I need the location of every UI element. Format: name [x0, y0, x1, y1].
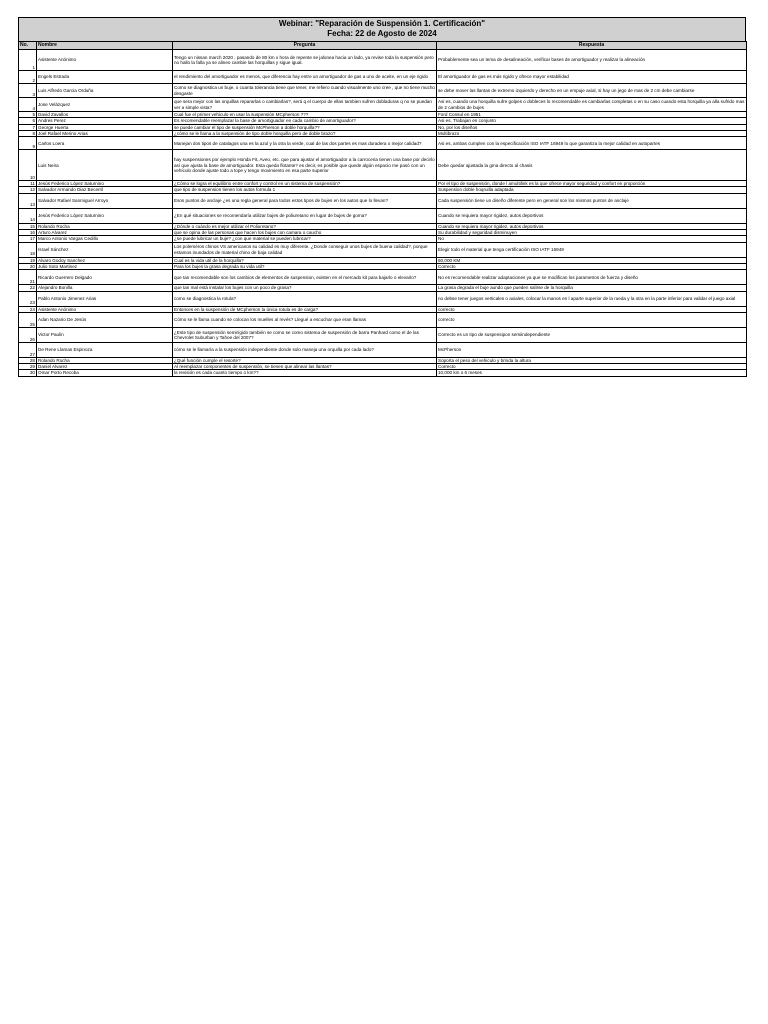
row-name: Jesús Federico López Saturnino	[37, 181, 173, 187]
row-answer: Ford Consul en 1951	[437, 112, 747, 118]
row-answer: Correcto	[437, 263, 747, 269]
row-question: ¿Este tipo de suspensión semirígido también se como se como sistema de suspensión de barra Panhard como el de las Chevrolet Suburban y Tahoe del 2007?	[173, 327, 437, 342]
row-number: 15	[19, 223, 37, 229]
row-answer: Por el tipo de suspensión, donde l amultilink es la que ofrece mayor seguridad y confort en proporción	[437, 181, 747, 187]
row-answer: correcto	[437, 312, 747, 327]
row-answer: Asi es, ambas cumplen con la especificación ISO IATF 16949 lo que garantiza la mejor calidad en autopartes	[437, 137, 747, 150]
row-number: 21	[19, 270, 37, 285]
row-name: Jesús Federico López Saturnino	[37, 208, 173, 223]
table-row	[19, 370, 747, 376]
webinar-date: Fecha: 22 de Agosto de 2024	[327, 29, 437, 38]
row-question: Manejan dos tipos de catalagos una es la azul y la otra la verde, cual de las dos partes es mas duradera o mejor calidad?	[173, 137, 437, 150]
row-name: Rolando Rocha	[37, 223, 173, 229]
row-number: 10	[19, 150, 37, 181]
row-number: 29	[19, 364, 37, 370]
row-answer: no debse tener juegos verticales o axiales, colocar la manos en l aparte superior de la rueda y la otra en la parte inferior para validar el juego axial	[437, 291, 747, 306]
row-question: Entonces en la suspensión de MCpherson la única rotula es de carga?	[173, 306, 437, 312]
row-name: Julio Soto Martinez	[37, 263, 173, 269]
table-row	[19, 84, 747, 98]
row-name: Rolando Rocha	[37, 357, 173, 363]
col-header-name: Nombre	[37, 42, 173, 50]
row-number: 23	[19, 291, 37, 306]
row-number: 19	[19, 257, 37, 263]
row-question: ¿se puede lubricar un buje? ¿con que material se pueden lubricar?	[173, 236, 437, 242]
row-question: que se opina de las personas que hacen los bujes con camara o caucho	[173, 230, 437, 236]
col-header-no: No.	[19, 42, 37, 50]
row-answer: Cuando se requiera mayor rigidez, autos deportivos	[437, 223, 747, 229]
webinar-title: Webinar: "Reparación de Suspensión 1. Certificación"	[278, 19, 486, 28]
row-answer: Debe quedar ajustada la gma directo al chasis	[437, 150, 747, 181]
row-number: 20	[19, 263, 37, 269]
row-number: 26	[19, 327, 37, 342]
qa-table	[18, 41, 747, 377]
row-question: Cómo se le llama cuando se colocan los muelles al revés? Llegué a escuchar que eran llamas	[173, 312, 437, 327]
table-row	[19, 50, 747, 71]
row-answer: 60,000 KM	[437, 257, 747, 263]
table-row	[19, 327, 747, 342]
row-answer: Cuando se requiera mayor rigidez, autos deportivos	[437, 208, 747, 223]
row-answer: Su durabilidad y seguridad disminuyen	[437, 230, 747, 236]
row-question: Cual fue el primer vehiculo en usar la suspensión MCpherson ???	[173, 112, 437, 118]
row-number: 18	[19, 242, 37, 257]
table-row	[19, 137, 747, 150]
row-question: se puede cambiar el tipo de suspensión McPherson a doble horquilla??	[173, 124, 437, 130]
row-number: 2	[19, 71, 37, 84]
table-row	[19, 193, 747, 208]
row-answer: No	[437, 236, 747, 242]
row-answer: McPherson	[437, 342, 747, 357]
row-name: Alvaro Godoy Sanchez	[37, 257, 173, 263]
row-question: ¿Cómo se logra el equilibrio entre confort y control en un sistema de suspensión?	[173, 181, 437, 187]
row-number: 27	[19, 342, 37, 357]
row-number: 5	[19, 112, 37, 118]
row-name: Engels Estrada	[37, 71, 173, 84]
row-answer: No es recomendable realizar adaptaciones ya que se modifican los parametros de fuerza y diseño	[437, 270, 747, 285]
row-name: Adan Nazario De Jesús	[37, 312, 173, 327]
row-answer: Soporta el peso del vehiculo y brinda la altura	[437, 357, 747, 363]
row-name: Asistente Anónimo	[37, 306, 173, 312]
row-name: Ricardo Guerrero Delgado	[37, 270, 173, 285]
row-name: Asistente Anónimo	[37, 50, 173, 71]
row-name: Victor Paulin	[37, 327, 173, 342]
row-name: Carlos Loera	[37, 137, 173, 150]
table-row	[19, 98, 747, 112]
row-question: Es recomendable reemplazar la base de amortiguador en cada cambio de amortiguador?	[173, 118, 437, 124]
row-answer: Probablemente sea un tema de desalineación, verificar bases de amortiguador y realizar la alineación	[437, 50, 747, 71]
row-name: George Huerta	[37, 124, 173, 130]
row-question: cómo se le llamaría a la suspensión independiente donde solo maneja una orquilla por cada lado?	[173, 342, 437, 357]
row-question: ¿En qué situaciones se recomendaría utilizar bujes de poliuretano en lugar de bujes de goma?	[173, 208, 437, 223]
row-number: 17	[19, 236, 37, 242]
row-question: que sera mejor con las orquillas repararlas o cambiarlas?, será q el cuerpo de ellas tambien sufren dobladuras q no se puedan ver a simple vista?	[173, 98, 437, 112]
row-answer: No, por los diseños	[437, 124, 747, 130]
row-number: 8	[19, 130, 37, 136]
row-name: Luis Neira	[37, 150, 173, 181]
row-answer: Correcto	[437, 364, 747, 370]
row-answer: Suspension doble hoqruilla adaptada	[437, 187, 747, 193]
table-row	[19, 242, 747, 257]
row-question: que tipo de suspension tienen los autos formula 1	[173, 187, 437, 193]
row-name: Alejandro Bonilla	[37, 285, 173, 291]
table-body	[19, 50, 747, 377]
row-answer: La grasa degrada el buje aundo que pueden salirse de la horquilla	[437, 285, 747, 291]
row-answer: Asi es. Trabajan en conjunto	[437, 118, 747, 124]
header-row	[19, 42, 747, 50]
row-question: Tengo un nissan march 2020 , pasando de 80 km x hora de repente se jalonea hacia un lado, ya revise toda la suspensión pero no hallo la falla ya se alineo cambie las horquillas y sigue igual.	[173, 50, 437, 71]
row-question: que tan recomendable son los cambios de elementos de suspension, existen en el mercado kit para bajarlo o elevarlo?	[173, 270, 437, 285]
table-row	[19, 71, 747, 84]
row-number: 12	[19, 187, 37, 193]
row-question: ¿Qué función cumple el resorte?	[173, 357, 437, 363]
row-question: como se diagnostica la rotula?	[173, 291, 437, 306]
row-name: Luis Alfredo Garcia Orduña	[37, 84, 173, 98]
row-question: Los poleméros chinos VS americanos su calidad es muy diferente. ¿Donde conseguir unos bujes de buena calidad?, porque estamos inundados de material chino de baja calidad	[173, 242, 437, 257]
row-name: Salvador Armando Diaz Becerril	[37, 187, 173, 193]
row-question: Al reemplazar componentes de suspensión, se tienen que alinear las llantas?	[173, 364, 437, 370]
row-number: 6	[19, 118, 37, 124]
row-name: Andres Perez	[37, 118, 173, 124]
row-answer: 10,000 km o 6 meses	[437, 370, 747, 376]
table-row	[19, 270, 747, 285]
table-row	[19, 291, 747, 306]
row-number: 16	[19, 230, 37, 236]
table-row	[19, 312, 747, 327]
row-name: Joel Rafael Merino Arias	[37, 130, 173, 136]
row-name: De Rene Llamas Espinoza	[37, 342, 173, 357]
row-question: Para los bujes la grasa degrada su vida util?	[173, 263, 437, 269]
row-number: 14	[19, 208, 37, 223]
spreadsheet	[18, 17, 746, 377]
table-row	[19, 208, 747, 223]
row-question: Cual es la vida util de la horquilla?	[173, 257, 437, 263]
row-name: David Zavallos	[37, 112, 173, 118]
row-question: ¿Dónde o cuándo es mejor utilizar el Poliuretano?	[173, 223, 437, 229]
row-number: 24	[19, 306, 37, 312]
row-name: Omar Porto Recoba	[37, 370, 173, 376]
row-answer: El amortiguador de gas es más rigido y ofrece mayor estabilidad	[437, 71, 747, 84]
row-answer: correcto	[437, 306, 747, 312]
row-answer: Cada suspensión tiene un diseño diferente pero en general son los mismos puntos de anclaje	[437, 193, 747, 208]
row-number: 25	[19, 312, 37, 327]
row-answer: Asi es, cuando una horquilla sufre golpes o dobleces lo recomendable es cambiarlas completas o en su caso cuando esta horquilla ya alla sufrido mas de 2 cambios de bujes	[437, 98, 747, 112]
row-answer: Correcto es un tipo de suspensipon semiindependiente	[437, 327, 747, 342]
row-question: Esos puntos de anclaje ¿es una regla general para todos estos tipos de bujes en los autos que lo llevan?	[173, 193, 437, 208]
col-header-answer: Respuesta	[437, 42, 747, 50]
col-header-question: Pregunta	[173, 42, 437, 50]
row-name: Salvador Rafael Sanmiguel Arroyo	[37, 193, 173, 208]
row-question: el rendimiento del amortiguador es menos, que diferencia hay entre un amortiguador de gas a uno de aceite, en un eje rigido	[173, 71, 437, 84]
row-number: 7	[19, 124, 37, 130]
row-name: Jose Velázquez	[37, 98, 173, 112]
row-number: 13	[19, 193, 37, 208]
row-name: Pablo Antonio Jimenez Arias	[37, 291, 173, 306]
row-number: 30	[19, 370, 37, 376]
row-number: 3	[19, 84, 37, 98]
row-question: hay suspensiones por ejemplo Honda Fit, Aveo, etc. que para ajustar el amortiguador a la carroceria tienen una base por decirlo así que ajusta la base de amortiguador. Esta queda flotante? es decir, es posible que quede algún espacio me pasó con un vehículo donde ajuste todo a tope y tengo movimiento en esa parte superior	[173, 150, 437, 181]
row-name: Daniel Alvarez	[37, 364, 173, 370]
row-answer: se debe mover las llantas de extremo izquierdo y derecho en un empuje axial, si hay un jego de mas de 2 cm debe cambiarse	[437, 84, 747, 98]
row-answer: Elegir todo el material que tenga certificación ISO IATF 16949	[437, 242, 747, 257]
row-question: ¿cómo se le llama a la suspensión de tipo doble horquilla pero de doble brazo?	[173, 130, 437, 136]
row-number: 28	[19, 357, 37, 363]
row-answer: Multibrazo	[437, 130, 747, 136]
row-question: la revisión es cada cuanto tiempo o km??	[173, 370, 437, 376]
table-row	[19, 342, 747, 357]
row-name: Arturo Alvarez	[37, 230, 173, 236]
row-question: que tan mal está instalar los bujes con un poco de grasa?	[173, 285, 437, 291]
sheet-header	[18, 17, 746, 41]
row-number: 11	[19, 181, 37, 187]
row-question: Como se diagnostica un buje, o cuanta tolerancia tiene que tener, me refiero cuando visualmente uno cree , que no tiene mucho desgaste	[174, 85, 435, 96]
row-number: 1	[19, 50, 37, 71]
row-number: 22	[19, 285, 37, 291]
row-name: Israel Sánchez	[37, 242, 173, 257]
row-number: 9	[19, 137, 37, 150]
table-row	[19, 150, 747, 181]
row-name: Marco Antonio Vargas Cedillo	[37, 236, 173, 242]
row-number: 4	[19, 98, 37, 112]
